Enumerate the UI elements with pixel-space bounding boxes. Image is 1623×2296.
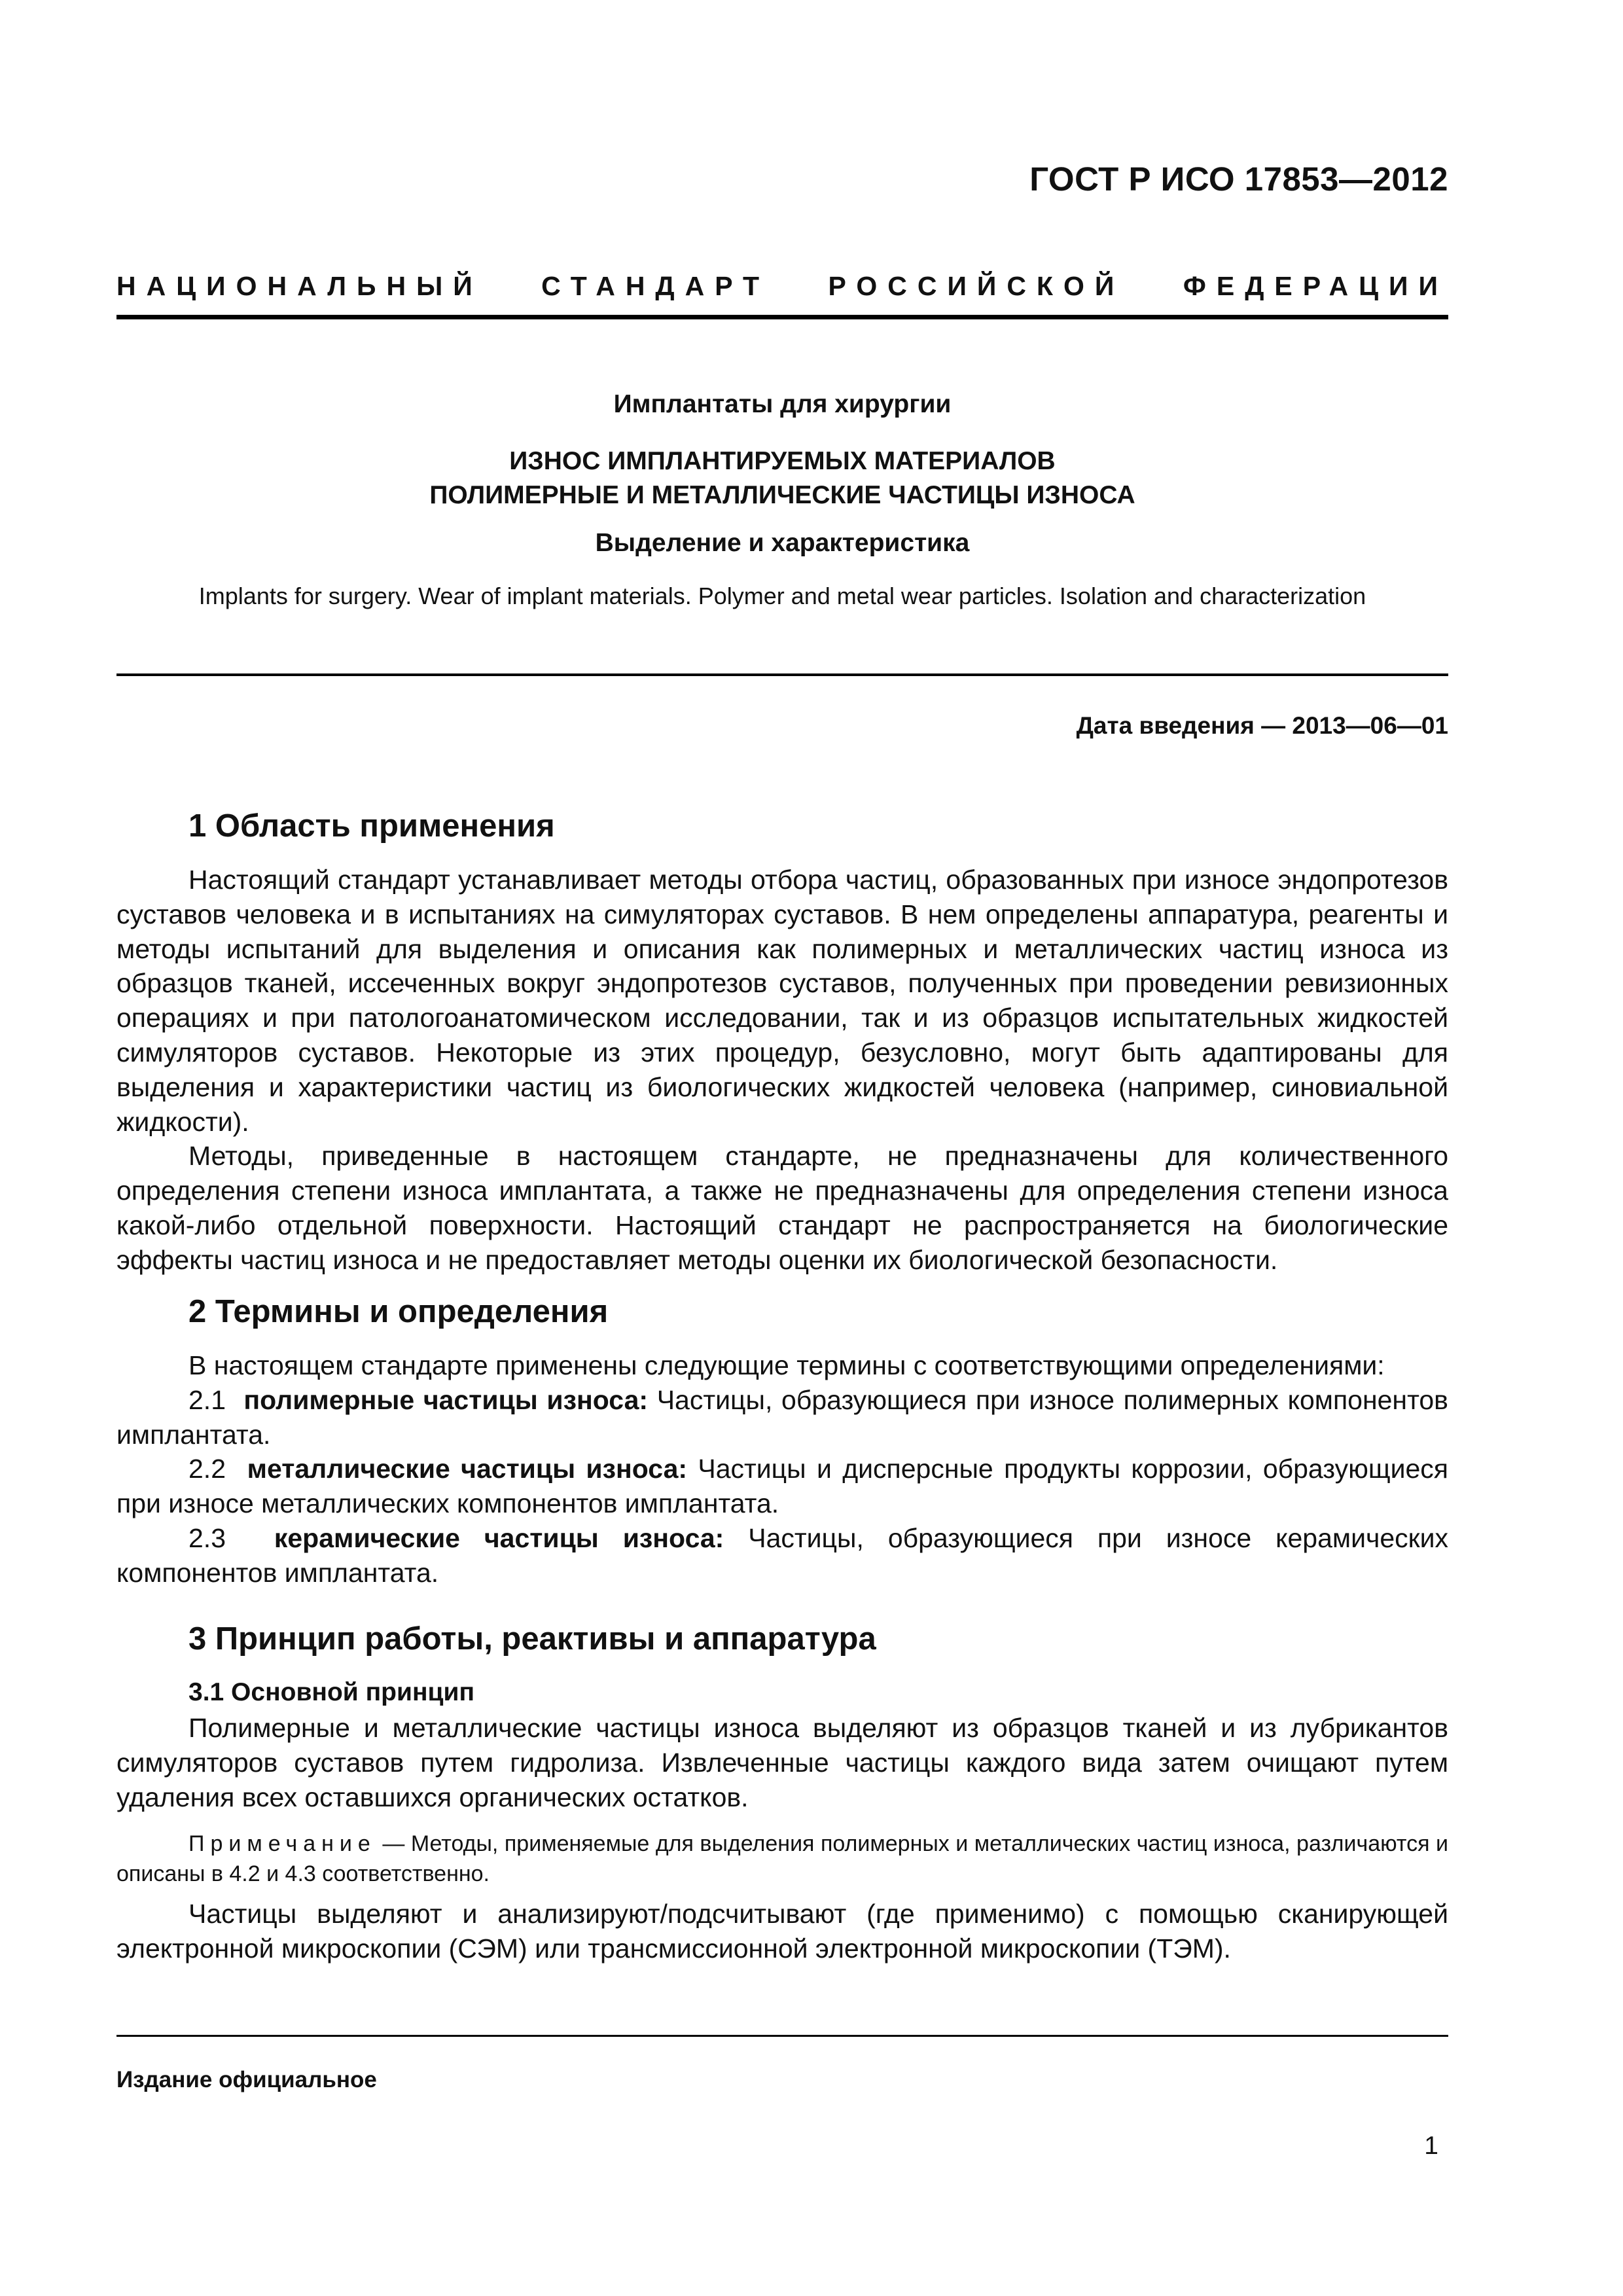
title-subtitle: Выделение и характеристика — [595, 529, 970, 557]
definition-2-1: 2.1 полимерные частицы износа: Частицы, образующиеся при износе полимерных компонентов имплантата. — [116, 1384, 1448, 1450]
section-3-heading: 3 Принцип работы, реактивы и аппаратура — [188, 1621, 876, 1657]
definition-2-3: 2.3 керамические частицы износа: Частицы, образующиеся при износе керамических компонентов имплантата. — [116, 1522, 1448, 1588]
section-3-1-paragraph-1: Полимерные и металлические частицы износа выделяют из образцов тканей и из лубрикантов симуляторов суставов путем гидролиза. Извлеченные частицы каждого вида затем очищают путем удаления всех оставшихся органических остатков. — [116, 1713, 1448, 1812]
subsection-3-1-heading: 3.1 Основной принцип — [188, 1678, 475, 1706]
title-main-line-a: ИЗНОС ИМПЛАНТИРУЕМЫХ МАТЕРИАЛОВ — [509, 447, 1056, 475]
official-edition-label: Издание официальное — [116, 2067, 377, 2092]
section-1-paragraph-2: Методы, приведенные в настоящем стандарте, не предназначены для количественного определения степени износа имплантата, а также не предназначены для определения степени износа какой-либо отдельной поверхности. Настоящий стандарт не распространяется на биологические эффекты частиц износа и не предоставляет методы оценки их биологической безопасности. — [116, 1141, 1448, 1275]
term-label: металлические частицы износа: — [247, 1454, 688, 1484]
header-divider — [116, 315, 1448, 319]
section-2-intro: В настоящем стандарте применены следующие термины с соответствующими определениями: — [188, 1350, 1385, 1380]
page-number: 1 — [1424, 2132, 1438, 2160]
term-label: керамические частицы износа: — [274, 1522, 724, 1553]
definition-2-2: 2.2 металлические частицы износа: Частицы и дисперсные продукты коррозии, образующиеся при износе металлических компонентов имплантата. — [116, 1454, 1449, 1519]
introduction-date: Дата введения — 2013—06—01 — [1076, 712, 1448, 739]
note — [116, 1829, 1448, 1889]
title-divider — [116, 673, 1448, 676]
title-main-line-b: ПОЛИМЕРНЫЕ И МЕТАЛЛИЧЕСКИЕ ЧАСТИЦЫ ИЗНОСА — [429, 481, 1135, 509]
document-designation: ГОСТ Р ИСО 17853—2012 — [1029, 160, 1448, 198]
footer-divider — [116, 2035, 1448, 2037]
title-main — [116, 444, 1448, 512]
section-1-body — [116, 863, 1448, 1278]
note-label: Примечание — [188, 1831, 376, 1856]
term-label: полимерные частицы износа: — [243, 1384, 649, 1415]
title-english: Implants for surgery. Wear of implant materials. Polymer and metal wear particles. Isolation and characterization — [198, 583, 1366, 609]
section-2-body — [116, 1348, 1448, 1590]
section-1-heading: 1 Область применения — [188, 808, 555, 844]
national-standard-banner: НАЦИОНАЛЬНЫЙ СТАНДАРТ РОССИЙСКОЙ ФЕДЕРАЦИИ — [116, 271, 1448, 301]
section-3-1-paragraph-2: Частицы выделяют и анализируют/подсчитывают (где применимо) с помощью сканирующей электронной микроскопии (СЭМ) или трансмиссионной электронной микроскопии (ТЭМ). — [116, 1899, 1448, 1964]
section-2-heading: 2 Термины и определения — [188, 1294, 609, 1329]
title-line-1: Имплантаты для хирургии — [613, 390, 952, 418]
note-text: — Методы, применяемые для выделения полимерных и металлических частиц износа, различаются и описаны в 4.2 и 4.3 соответственно. — [116, 1831, 1448, 1886]
section-1-paragraph-1: Настоящий стандарт устанавливает методы отбора частиц, образованных при износе эндопротезов суставов человека и в испытаниях на симуляторах суставов. В нем определены аппаратура, реагенты и методы испытаний для выделения и описания как полимерных и металлических частиц износа из образцов тканей, иссеченных вокруг эндопротезов суставов, полученных при проведении ревизионных операциях и при патологоанатомическом исследовании, так и из образцов испытательных жидкостей симуляторов суставов. Некоторые из этих процедур, безусловно, могут быть адаптированы для выделения и характеристики частиц из биологических жидкостей человека (например, синовиальной жидкости). — [116, 865, 1448, 1137]
